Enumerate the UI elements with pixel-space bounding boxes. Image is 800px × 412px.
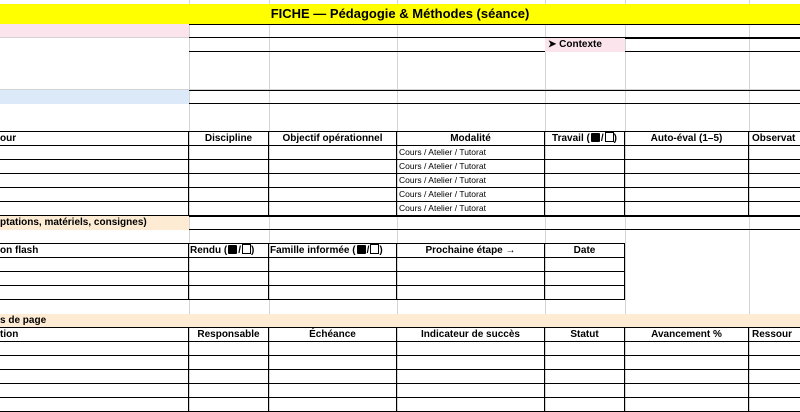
table-cell[interactable] (0, 258, 189, 272)
table-cell[interactable] (397, 272, 545, 286)
table-cell[interactable] (189, 202, 269, 216)
table-cell[interactable] (545, 370, 625, 384)
table-cell[interactable] (0, 398, 189, 412)
table-cell[interactable] (625, 146, 749, 160)
table2-header-action: on flash (0, 244, 189, 258)
table-cell[interactable] (545, 160, 625, 174)
table-cell[interactable] (0, 160, 189, 174)
table-cell[interactable] (189, 160, 269, 174)
table2-header-prochaine: Prochaine étape → (397, 244, 545, 258)
table2-header-famille: Famille informée ( / ) (269, 244, 397, 258)
footer-section-label: s de page (0, 314, 189, 327)
table-cell[interactable] (269, 398, 397, 412)
empty-box-icon (242, 244, 251, 254)
sheet-title: FICHE — Pédagogie & Méthodes (séance) (0, 4, 800, 24)
table-cell[interactable] (625, 342, 749, 356)
table-cell[interactable] (749, 384, 800, 398)
table1-header-jour: our (0, 132, 189, 146)
info-cell[interactable] (189, 90, 800, 104)
table-cell[interactable] (189, 286, 269, 300)
table-cell[interactable] (749, 356, 800, 370)
table-cell[interactable] (269, 146, 397, 160)
checked-box-icon (228, 245, 237, 254)
table3-header-ressources: Ressour (749, 328, 800, 342)
table1-header-modalite: Modalité (397, 132, 545, 146)
table-cell[interactable] (625, 160, 749, 174)
table-cell[interactable] (189, 188, 269, 202)
table-cell[interactable] (0, 272, 189, 286)
table1-header-observations: Observat (749, 132, 800, 146)
table-cell[interactable] (545, 398, 625, 412)
table-cell[interactable] (749, 188, 800, 202)
table-cell[interactable] (269, 202, 397, 216)
blue-cell[interactable] (0, 90, 189, 104)
table-cell[interactable] (749, 202, 800, 216)
table-cell[interactable] (269, 272, 397, 286)
table-cell[interactable] (0, 384, 189, 398)
table-cell[interactable] (0, 202, 189, 216)
table3-header-statut: Statut (545, 328, 625, 342)
table-cell[interactable] (0, 356, 189, 370)
table-cell[interactable] (189, 370, 269, 384)
famille-label: Famille informée ( (270, 245, 356, 256)
table-cell[interactable] (0, 146, 189, 160)
table-cell[interactable] (269, 370, 397, 384)
table-cell[interactable] (749, 370, 800, 384)
table-cell[interactable] (545, 342, 625, 356)
table-cell[interactable] (189, 174, 269, 188)
table-cell[interactable] (0, 286, 189, 300)
info-cell[interactable] (189, 38, 545, 52)
table-cell[interactable] (189, 272, 269, 286)
table-cell[interactable] (397, 356, 545, 370)
table-cell[interactable]: Cours / Atelier / Tutorat (397, 174, 545, 188)
table3-header-action: tion (0, 328, 189, 342)
table-cell[interactable] (0, 342, 189, 356)
table-cell[interactable] (749, 342, 800, 356)
table-cell[interactable] (0, 370, 189, 384)
checked-box-icon (357, 245, 366, 254)
table-cell[interactable] (269, 384, 397, 398)
table-cell[interactable] (749, 146, 800, 160)
table-cell[interactable] (189, 356, 269, 370)
rendu-label: Rendu ( (190, 245, 228, 256)
table1-header-travail: Travail ( / ) (545, 132, 625, 146)
table1-header-objectif: Objectif opérationnel (269, 132, 397, 146)
table-cell[interactable] (189, 384, 269, 398)
table-cell[interactable]: Cours / Atelier / Tutorat (397, 160, 545, 174)
pink-cell[interactable] (0, 24, 189, 38)
table-cell[interactable] (749, 398, 800, 412)
table-cell[interactable] (625, 370, 749, 384)
table2-header-rendu: Rendu ( / ) (189, 244, 269, 258)
table1-header-autoeval: Auto-éval (1–5) (625, 132, 749, 146)
table3-header-indicateur: Indicateur de succès (397, 328, 545, 342)
table-cell[interactable] (397, 398, 545, 412)
table-cell[interactable] (545, 356, 625, 370)
table-cell[interactable] (749, 174, 800, 188)
table-cell[interactable] (545, 272, 625, 286)
table-cell[interactable] (269, 258, 397, 272)
table3-header-avancement: Avancement % (625, 328, 749, 342)
checked-box-icon (591, 133, 600, 142)
table-cell[interactable] (269, 188, 397, 202)
table-cell[interactable] (0, 174, 189, 188)
table-cell[interactable] (269, 342, 397, 356)
empty-box-icon (370, 244, 379, 254)
table-cell[interactable] (269, 174, 397, 188)
table2-header-date: Date (545, 244, 625, 258)
contexte-label: ➤ Contexte (545, 38, 625, 52)
table-cell[interactable]: Cours / Atelier / Tutorat (397, 188, 545, 202)
table-cell[interactable] (545, 188, 625, 202)
slash: / (600, 133, 604, 144)
table-cell[interactable] (625, 188, 749, 202)
table-cell[interactable] (189, 146, 269, 160)
table-cell[interactable] (625, 384, 749, 398)
table-cell[interactable] (545, 202, 625, 216)
table-cell[interactable] (397, 258, 545, 272)
table-cell[interactable] (269, 356, 397, 370)
table-cell[interactable] (269, 286, 397, 300)
adaptations-value[interactable] (189, 216, 800, 230)
contexte-value[interactable] (625, 38, 800, 52)
slash: / (238, 245, 241, 256)
adaptations-label: ptations, matériels, consignes) (0, 216, 189, 230)
info-cell[interactable] (189, 24, 800, 38)
table-cell[interactable] (269, 160, 397, 174)
table-cell[interactable] (397, 342, 545, 356)
table-cell[interactable] (625, 398, 749, 412)
table1-header-discipline: Discipline (189, 132, 269, 146)
table-cell[interactable] (625, 174, 749, 188)
table-cell[interactable] (545, 258, 625, 272)
table-cell[interactable] (189, 342, 269, 356)
table-cell[interactable] (545, 146, 625, 160)
table-cell[interactable] (625, 356, 749, 370)
table-cell[interactable] (397, 384, 545, 398)
table-cell[interactable] (545, 384, 625, 398)
table-cell[interactable]: Cours / Atelier / Tutorat (397, 146, 545, 160)
table3-header-echeance: Échéance (269, 328, 397, 342)
empty-box-icon (605, 132, 614, 142)
table-cell[interactable] (749, 160, 800, 174)
travail-label: Travail ( (552, 133, 590, 144)
table-cell[interactable] (397, 370, 545, 384)
slash: / (366, 245, 370, 256)
table-cell[interactable] (189, 398, 269, 412)
table3-header-responsable: Responsable (189, 328, 269, 342)
table-cell[interactable] (545, 286, 625, 300)
table-cell[interactable] (0, 188, 189, 202)
table-cell[interactable] (545, 174, 625, 188)
table-cell[interactable] (397, 286, 545, 300)
footer-section-fill (189, 314, 800, 327)
table-cell[interactable] (189, 258, 269, 272)
table-cell[interactable]: Cours / Atelier / Tutorat (397, 202, 545, 216)
table-cell[interactable] (625, 202, 749, 216)
